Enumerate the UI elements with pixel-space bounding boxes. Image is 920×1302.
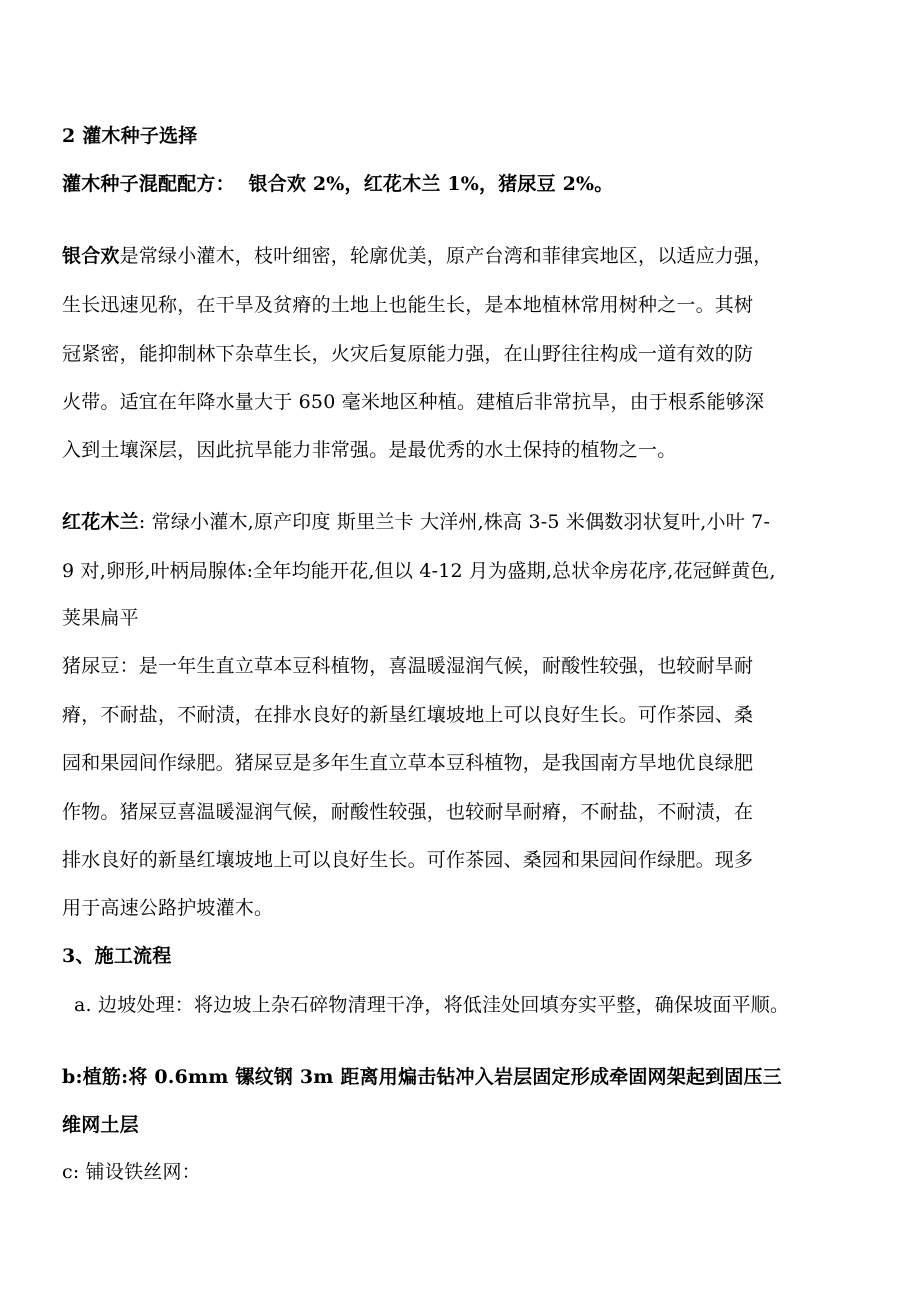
yinhehuan-line-5: 入到土壤深层，因此抗旱能力非常强。是最优秀的水土保持的植物之一。 <box>62 439 677 461</box>
honghuamulan-line-3: 荚果扁平 <box>62 607 139 629</box>
yinhehuan-line-1 <box>62 244 772 268</box>
step-a: a. 边坡处理：将边坡上杂石碎物清理干净，将低洼处回填夯实平整，确保坡面平顺。 <box>74 994 790 1016</box>
section-3-title: 3、施工流程 <box>62 945 172 967</box>
zhuniaodou-line-5: 排水良好的新垦红壤坡地上可以良好生长。可作茶园、桑园和果园间作绿肥。现多 <box>62 849 754 871</box>
yinhehuan-line-2: 生长迅速见称，在干旱及贫瘠的土地上也能生长，是本地植林常用树种之一。其树 <box>62 294 754 316</box>
yinhehuan-line-3: 冠紧密，能抑制林下杂草生长，火灾后复原能力强，在山野往往构成一道有效的防 <box>62 343 754 365</box>
honghuamulan-line-1 <box>62 510 770 534</box>
honghuamulan-term: 红花木兰 <box>62 511 139 533</box>
zhuniaodou-line-6: 用于高速公路护坡灌木。 <box>62 897 274 919</box>
formula-label: 灌木种子混配配方： <box>62 173 235 195</box>
zhuniaodou-line-1: 猪尿豆：是一年生直立草本豆科植物，喜温暖湿润气候，耐酸性较强，也较耐旱耐 <box>62 655 754 677</box>
yinhehuan-line-4: 火带。适宜在年降水量大于 650 毫米地区种植。建植后非常抗旱，由于根系能够深 <box>62 391 765 413</box>
step-b-line-1: b:植筋:将 0.6mm 镙纹钢 3m 距离用煸击钻冲入岩层固定形成牵固网架起到固压三 <box>62 1066 782 1088</box>
zhuniaodou-line-4: 作物。猪屎豆喜温暖湿润气候，耐酸性较强，也较耐旱耐瘠，不耐盐，不耐渍，在 <box>62 801 754 823</box>
honghuamulan-line-2: 9 对,卵形,叶柄局腺体:全年均能开花,但以 4-12 月为盛期,总状伞房花序,花冠鲜黄色, <box>62 560 776 582</box>
yinhehuan-term: 银合欢 <box>62 245 120 267</box>
zhuniaodou-line-3: 园和果园间作绿肥。猪屎豆是多年生直立草本豆科植物，是我国南方旱地优良绿肥 <box>62 752 754 774</box>
shrub-formula-line <box>62 172 614 196</box>
formula-value: 银合欢 2%，红花木兰 1%，猪尿豆 2%。 <box>234 173 614 195</box>
step-c: c: 铺设铁丝网： <box>62 1161 201 1183</box>
honghuamulan-text: : 常绿小灌木,原产印度 斯里兰卡 大洋州,株高 3-5 米偶数羽状复叶,小叶 7- <box>138 511 771 533</box>
section-2-title: 2 灌木种子选择 <box>62 125 198 147</box>
yinhehuan-text: 是常绿小灌木，枝叶细密，轮廓优美，原产台湾和菲律宾地区，以适应力强， <box>119 245 773 267</box>
step-b-line-2: 维网土层 <box>62 1114 139 1136</box>
zhuniaodou-line-2: 瘠，不耐盐，不耐渍，在排水良好的新垦红壤坡地上可以良好生长。可作茶园、桑 <box>62 704 754 726</box>
